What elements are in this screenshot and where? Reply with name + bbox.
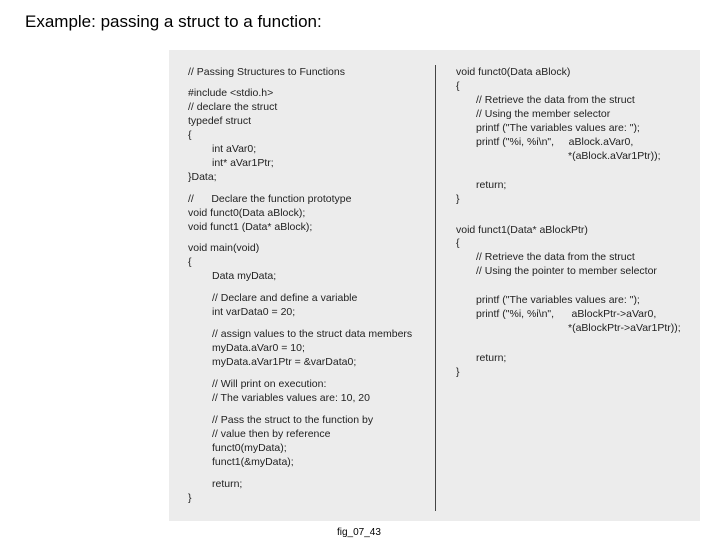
code-line: // Using the member selector — [476, 108, 611, 120]
code-line: }Data; — [188, 171, 217, 183]
code-line: funct0(myData); — [212, 442, 287, 454]
code-line: void funct1 (Data* aBlock); — [188, 221, 313, 233]
code-line: { — [456, 237, 460, 249]
code-line: void funct0(Data aBlock); — [188, 207, 306, 219]
code-line: myData.aVar0 = 10; — [212, 342, 305, 354]
code-line: void funct0(Data aBlock) — [456, 66, 571, 78]
code-line: } — [456, 193, 460, 205]
code-line: // Declare and define a variable — [212, 292, 358, 304]
code-line: // Retrieve the data from the struct — [476, 251, 635, 263]
figure-caption: fig_07_43 — [337, 527, 381, 538]
code-line: { — [188, 256, 192, 268]
code-line: void funct1(Data* aBlockPtr) — [456, 224, 588, 236]
code-line: int varData0 = 20; — [212, 306, 296, 318]
code-line: return; — [476, 352, 507, 364]
code-line: // Declare the function prototype — [188, 193, 352, 205]
code-line: // Pass the struct to the function by — [212, 414, 374, 426]
code-line: *(aBlock.aVar1Ptr)); — [568, 150, 661, 162]
code-line: int* aVar1Ptr; — [212, 157, 274, 169]
code-line: } — [188, 492, 192, 504]
slide-title: Example: passing a struct to a function: — [25, 12, 322, 31]
code-line: // assign values to the struct data members — [212, 328, 413, 340]
code-line: *(aBlockPtr->aVar1Ptr)); — [568, 322, 681, 334]
code-line: // value then by reference — [212, 428, 331, 440]
code-line: // Will print on execution: — [212, 378, 327, 390]
code-line: // Using the pointer to member selector — [476, 265, 657, 277]
code-line: // The variables values are: 10, 20 — [212, 392, 370, 404]
code-line: // Retrieve the data from the struct — [476, 94, 635, 106]
code-line: typedef struct — [188, 115, 252, 127]
code-line: // declare the struct — [188, 101, 278, 113]
code-line: } — [456, 366, 460, 378]
code-line: funct1(&myData); — [212, 456, 294, 468]
code-figure — [169, 50, 700, 521]
code-line: return; — [212, 478, 243, 490]
code-line: { — [456, 80, 460, 92]
code-line: printf ("%i, %i\n", aBlockPtr->aVar0, — [476, 308, 657, 320]
code-line: int aVar0; — [212, 143, 257, 155]
code-line: #include <stdio.h> — [188, 87, 274, 99]
code-line: printf ("The variables values are: "); — [476, 294, 640, 306]
code-line: printf ("%i, %i\n", aBlock.aVar0, — [476, 136, 634, 148]
code-line: void main(void) — [188, 242, 260, 254]
code-line: Data myData; — [212, 270, 277, 282]
code-line: // Passing Structures to Functions — [188, 66, 345, 78]
column-divider — [435, 65, 436, 511]
code-line: myData.aVar1Ptr = &varData0; — [212, 356, 357, 368]
code-line: { — [188, 129, 192, 141]
code-line: printf ("The variables values are: "); — [476, 122, 640, 134]
code-line: return; — [476, 179, 507, 191]
